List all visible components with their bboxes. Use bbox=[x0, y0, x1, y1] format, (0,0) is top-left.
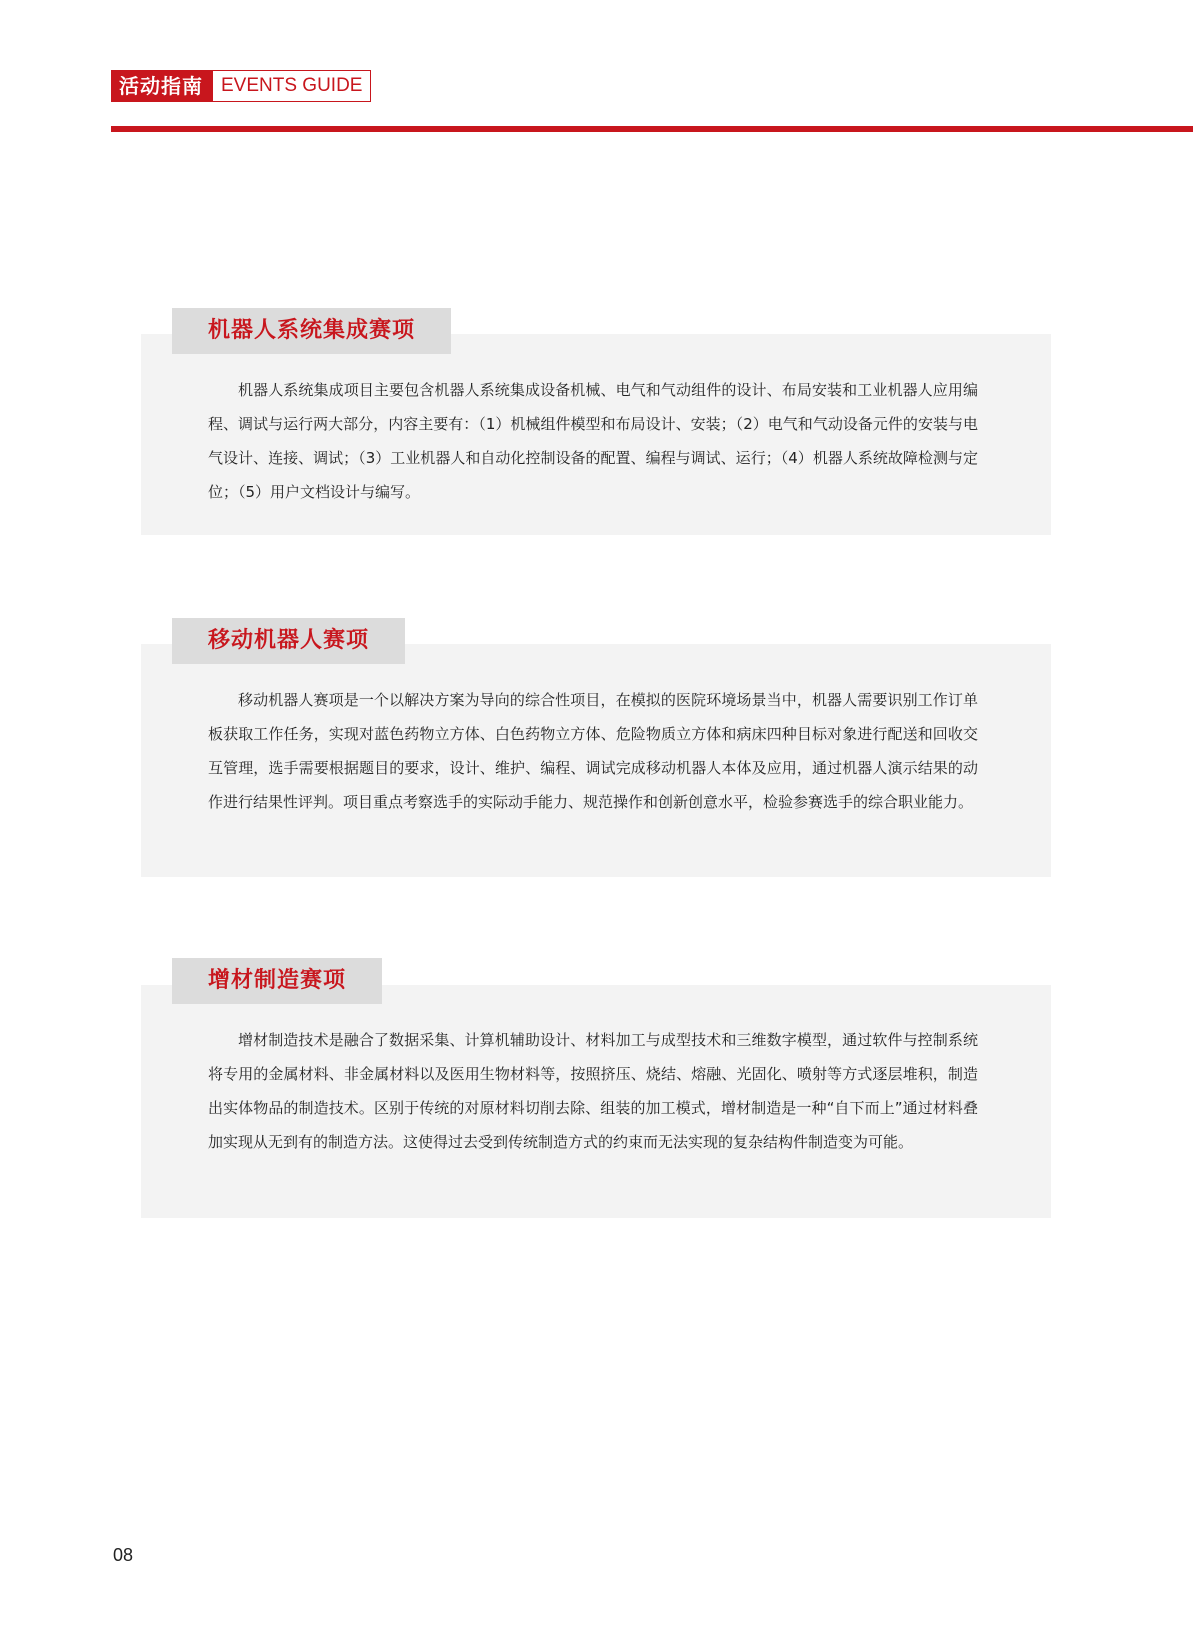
section-title-robot-system-integration: 机器人系统集成赛项 bbox=[172, 308, 451, 354]
header-title-cn: 活动指南 bbox=[111, 70, 213, 102]
header-divider bbox=[111, 126, 1193, 132]
section-body-additive-manufacturing: 增材制造技术是融合了数据采集、计算机辅助设计、材料加工与成型技术和三维数字模型，通过软件与控制系统将专用的金属材料、非金属材料以及医用生物材料等，按照挤压、烧结、熔融、光固化、喷射等方式逐层堆积，制造出实体物品的制造技术。区别于传统的对原材料切削去除、组装的加工模式，增材制造是一种“自下而上”通过材料叠加实现从无到有的制造方法。这使得过去受到传统制造方式的约束而无法实现的复杂结构件制造变为可能。 bbox=[208, 1031, 978, 1151]
header-title-en: EVENTS GUIDE bbox=[213, 70, 371, 102]
page-header bbox=[111, 70, 371, 102]
section-title-mobile-robot: 移动机器人赛项 bbox=[172, 618, 405, 664]
section-body-robot-system-integration: 机器人系统集成项目主要包含机器人系统集成设备机械、电气和气动组件的设计、布局安装和工业机器人应用编程、调试与运行两大部分，内容主要有：（1）机械组件模型和布局设计、安装；（2）电气和气动设备元件的安装与电气设计、连接、调试；（3）工业机器人和自动化控制设备的配置、编程与调试、运行；（4）机器人系统故障检测与定位；（5）用户文档设计与编写。 bbox=[208, 381, 978, 501]
page-number: 08 bbox=[113, 1545, 134, 1565]
section-body-mobile-robot: 移动机器人赛项是一个以解决方案为导向的综合性项目，在模拟的医院环境场景当中，机器人需要识别工作订单板获取工作任务，实现对蓝色药物立方体、白色药物立方体、危险物质立方体和病床四种目标对象进行配送和回收交互管理，选手需要根据题目的要求，设计、维护、编程、调试完成移动机器人本体及应用，通过机器人演示结果的动作进行结果性评判。项目重点考察选手的实际动手能力、规范操作和创新创意水平，检验参赛选手的综合职业能力。 bbox=[208, 691, 978, 811]
section-title-additive-manufacturing: 增材制造赛项 bbox=[172, 958, 382, 1004]
